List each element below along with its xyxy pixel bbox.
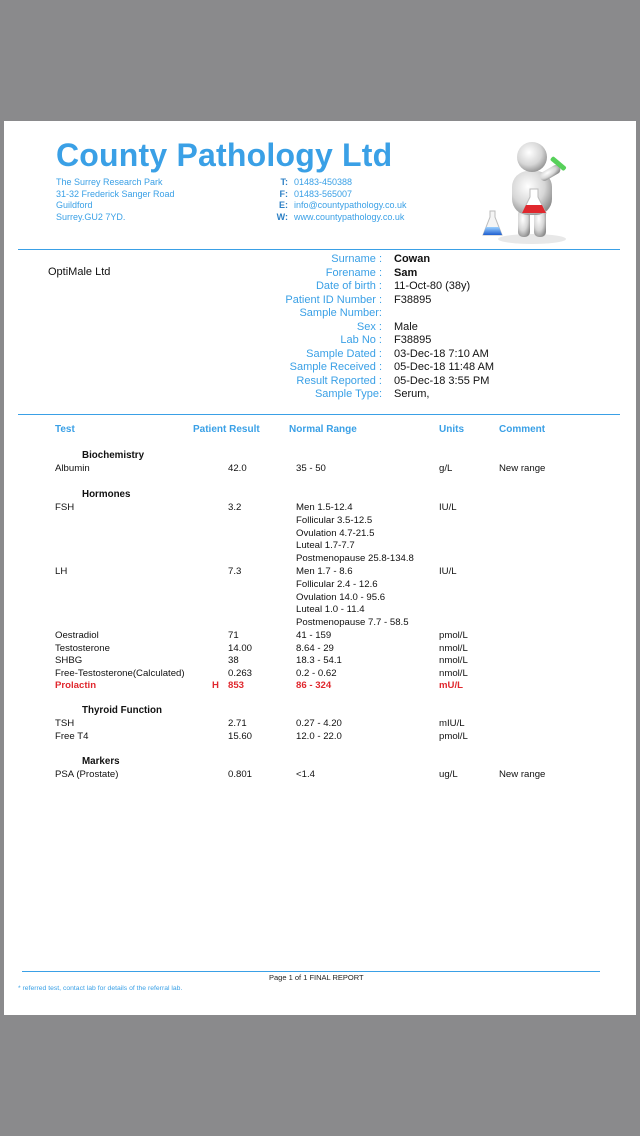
test-range: 12.0 - 22.0 <box>296 730 342 742</box>
test-units: nmol/L <box>439 642 468 654</box>
test-range: 0.27 - 4.20 <box>296 718 342 729</box>
test-range: 35 - 50 <box>296 463 326 474</box>
test-range: Luteal 1.7-7.7 <box>296 540 355 552</box>
contact-fax: F: 01483-565007 <box>279 188 353 199</box>
footer-divider <box>22 971 600 972</box>
test-result: 853 <box>228 680 245 691</box>
surname-label: Surname : <box>331 253 382 265</box>
company-name: County Pathology Ltd <box>56 137 393 173</box>
test-units: IU/L <box>439 566 457 577</box>
sample-dated-value: 03-Dec-18 7:10 AM <box>394 347 489 360</box>
lab-scientist-logo-icon <box>482 135 578 245</box>
test-name: Albumin <box>55 463 90 474</box>
col-units-header: Units <box>439 424 464 435</box>
company-address <box>56 177 175 223</box>
phone-link[interactable]: 01483-450388 <box>294 177 353 187</box>
test-result: 0.263 <box>228 667 253 679</box>
test-comment: New range <box>499 769 546 780</box>
test-result: 15.60 <box>228 730 253 742</box>
forename-value: Sam <box>394 266 418 279</box>
test-comment: New range <box>499 463 546 474</box>
sample-type-label: Sample Type: <box>314 388 382 400</box>
test-units: mU/L <box>439 680 463 691</box>
test-range: Men 1.7 - 8.6 <box>296 566 353 577</box>
address-line: The Surrey Research Park <box>56 177 163 187</box>
test-range: Ovulation 14.0 - 95.6 <box>296 591 386 603</box>
lab-no-label: Lab No : <box>340 334 382 346</box>
header-divider <box>18 249 620 250</box>
test-units: nmol/L <box>439 667 468 679</box>
section-heading: Thyroid Function <box>82 705 162 716</box>
sample-type-value: Serum, <box>394 388 430 400</box>
col-range-header: Normal Range <box>289 424 357 435</box>
test-range: Men 1.5-12.4 <box>296 502 353 513</box>
details-divider <box>18 414 620 415</box>
test-units: mIU/L <box>439 718 465 729</box>
test-units: g/L <box>439 463 453 474</box>
test-result: 3.2 <box>228 502 242 513</box>
col-comment-header: Comment <box>499 424 546 435</box>
contact-web: W: www.countypathology.co.uk <box>276 211 405 222</box>
test-name: PSA (Prostate) <box>55 769 119 780</box>
test-units: pmol/L <box>439 730 468 742</box>
company-contacts <box>274 177 407 223</box>
test-result: 0.801 <box>228 769 253 780</box>
test-range: Ovulation 4.7-21.5 <box>296 527 375 539</box>
section-heading: Hormones <box>82 489 131 500</box>
test-range: 18.3 - 54.1 <box>296 655 342 666</box>
dob-label: Date of birth : <box>315 280 382 292</box>
page-indicator: Page 1 of 1 FINAL REPORT <box>269 973 364 982</box>
result-reported-value: 05-Dec-18 3:55 PM <box>394 374 490 387</box>
test-result: 71 <box>228 630 239 641</box>
sex-value: Male <box>394 320 418 333</box>
test-name: Prolactin <box>55 680 97 691</box>
test-name: TSH <box>55 718 75 729</box>
patient-id-value: F38895 <box>394 293 432 306</box>
result-reported-label: Result Reported : <box>296 374 382 387</box>
test-name: Free T4 <box>55 730 89 742</box>
surname-value: Cowan <box>394 253 431 265</box>
test-range: Postmenopause 7.7 - 58.5 <box>296 617 409 629</box>
test-name: SHBG <box>55 655 83 666</box>
contact-email: E: info@countypathology.co.uk <box>279 200 407 211</box>
test-result: 2.71 <box>228 718 247 729</box>
test-units: ug/L <box>439 769 458 780</box>
test-range: 8.64 - 29 <box>296 642 334 654</box>
test-name: Free-Testosterone(Calculated) <box>55 667 185 679</box>
report-page <box>4 121 636 1015</box>
test-units: pmol/L <box>439 630 468 641</box>
sample-received-label: Sample Received : <box>289 361 382 373</box>
test-name: FSH <box>55 502 75 513</box>
lab-no-value: F38895 <box>394 334 432 346</box>
website-link[interactable]: www.countypathology.co.uk <box>294 211 405 222</box>
test-name: LH <box>55 566 68 577</box>
test-range: Follicular 3.5-12.5 <box>296 514 373 526</box>
test-range: 0.2 - 0.62 <box>296 667 337 679</box>
address-line: 31-32 Frederick Sanger Road <box>56 188 175 199</box>
patient-id-label: Patient ID Number : <box>285 293 382 306</box>
email-link[interactable]: info@countypathology.co.uk <box>294 200 407 211</box>
client-name: OptiMale Ltd <box>48 266 111 278</box>
test-units: IU/L <box>439 502 457 513</box>
sex-label: Sex : <box>356 320 382 333</box>
sample-dated-label: Sample Dated : <box>306 347 382 360</box>
section-heading: Biochemistry <box>82 450 145 461</box>
sample-number-label: Sample Number: <box>299 307 382 319</box>
forename-label: Forename : <box>325 266 382 279</box>
test-range: Postmenopause 25.8-134.8 <box>296 553 414 565</box>
test-range: Luteal 1.0 - 11.4 <box>296 604 365 616</box>
test-result: 38 <box>228 655 239 666</box>
referral-footnote: * referred test, contact lab for details of the referral lab. <box>18 985 183 992</box>
high-flag: H <box>212 680 219 691</box>
test-range: 86 - 324 <box>296 680 332 691</box>
test-result: 14.00 <box>228 642 253 654</box>
col-test-header: Test <box>55 424 75 435</box>
test-range: Follicular 2.4 - 12.6 <box>296 578 378 590</box>
test-result: 7.3 <box>228 566 242 577</box>
sample-received-value: 05-Dec-18 11:48 AM <box>394 361 495 373</box>
test-name: Oestradiol <box>55 630 99 641</box>
address-line: Guildford <box>56 200 93 211</box>
col-result-header: Patient Result <box>193 424 260 435</box>
test-name: Testosterone <box>55 642 110 654</box>
section-heading: Markers <box>82 756 120 767</box>
test-result: 42.0 <box>228 463 247 474</box>
contact-phone: T: 01483-450388 <box>280 177 353 187</box>
address-line: Surrey.GU2 7YD. <box>56 211 126 222</box>
test-range: <1.4 <box>296 769 315 780</box>
dob-value: 11-Oct-80 (38y) <box>394 280 471 292</box>
test-units: nmol/L <box>439 655 468 666</box>
test-range: 41 - 159 <box>296 630 332 641</box>
